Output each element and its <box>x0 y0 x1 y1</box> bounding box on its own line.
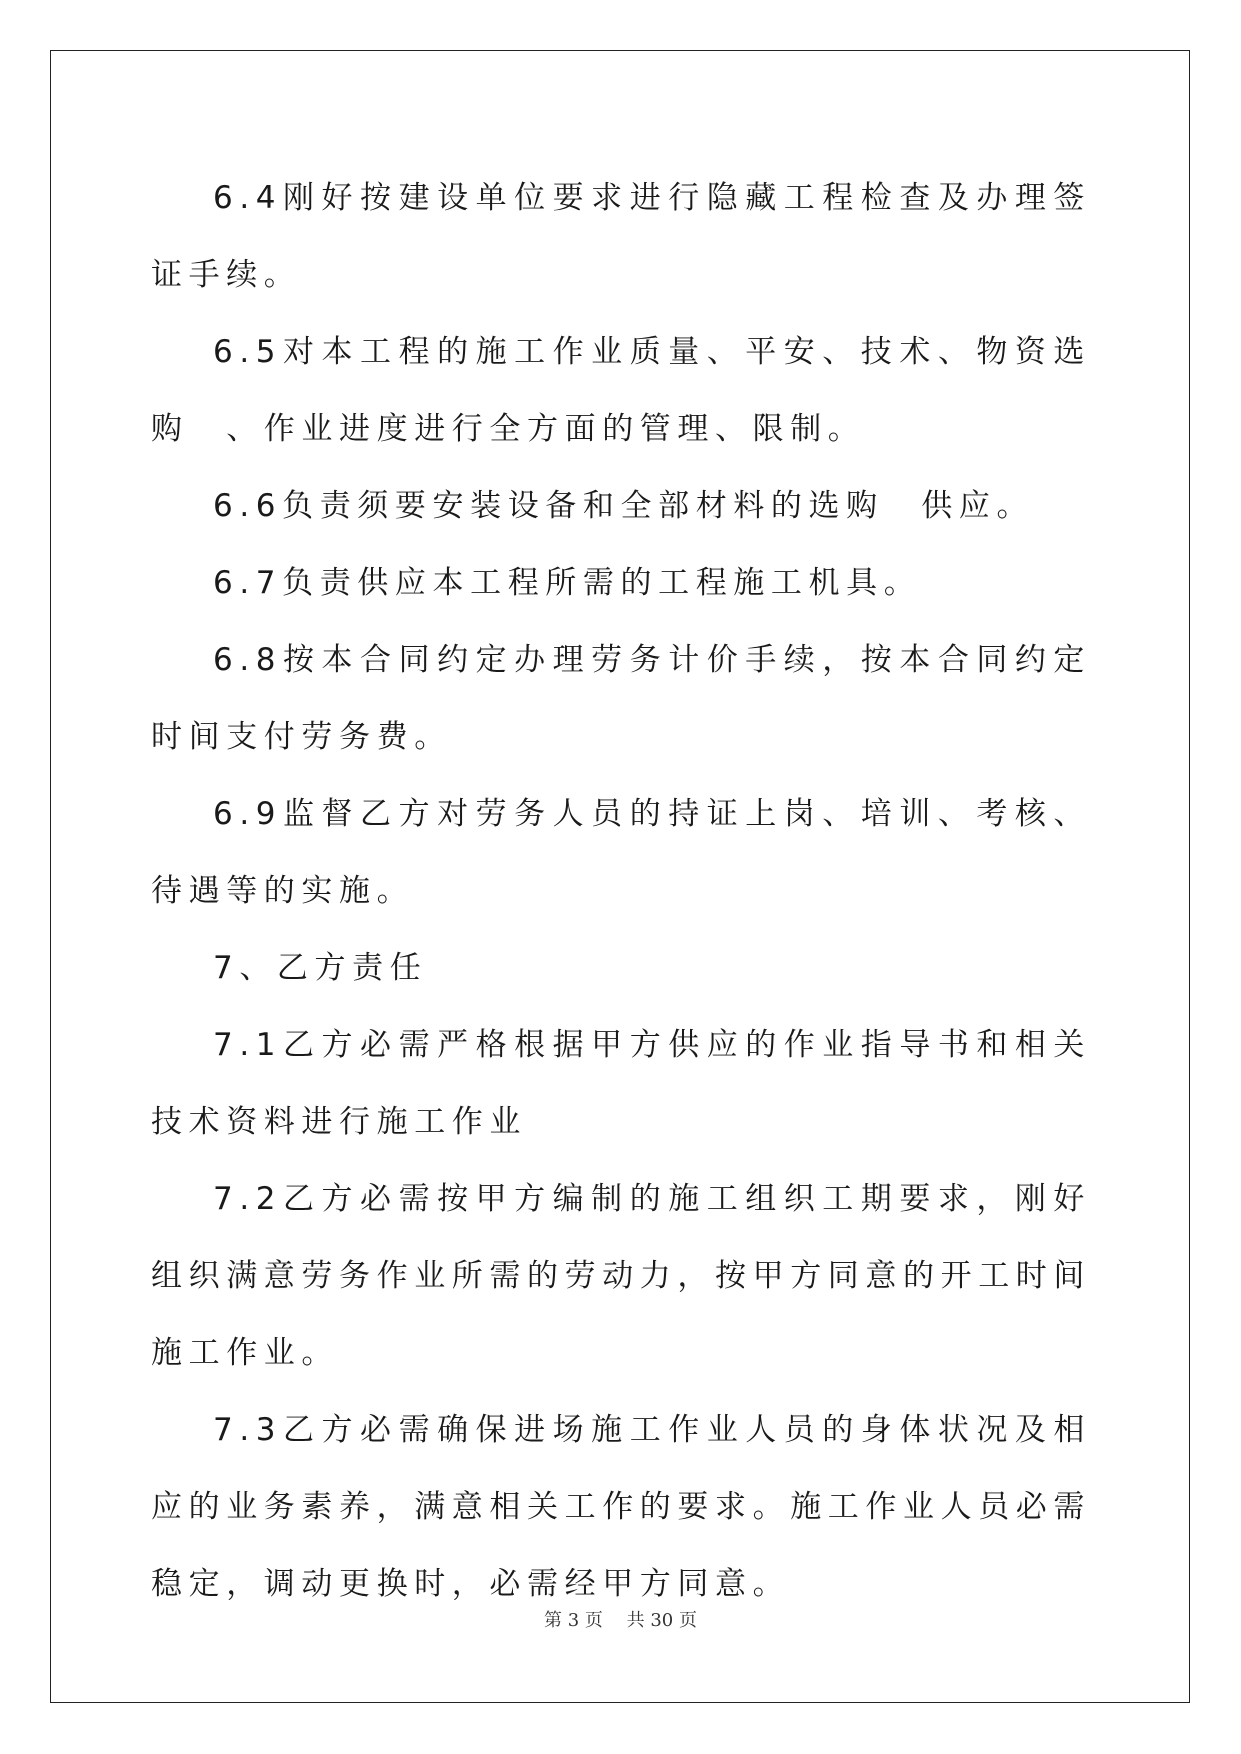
paragraph-6-6: 6.6负责须要安装设备和全部材料的选购 供应。 <box>213 488 1035 524</box>
paragraph-6-8: 6.8按本合同约定办理劳务计价手续，按本合同约定时间支付劳务费。 <box>151 642 1091 755</box>
paragraph-6-5: 6.5对本工程的施工作业质量、平安、技术、物资选购 、作业进度进行全方面的管理、限制。 <box>151 334 1091 447</box>
page-footer: 第 3 页 共 30 页 <box>544 1610 697 1631</box>
document-body <box>151 160 1091 1623</box>
section-heading-7: 7、乙方责任 <box>213 950 428 986</box>
paragraph-7-1: 7.1乙方必需严格根据甲方供应的作业指导书和相关技术资料进行施工作业 <box>151 1027 1091 1140</box>
paragraph-6-9: 6.9监督乙方对劳务人员的持证上岗、培训、考核、待遇等的实施。 <box>151 796 1091 909</box>
paragraph-7-2: 7.2乙方必需按甲方编制的施工组织工期要求，刚好组织满意劳务作业所需的劳动力，按甲方同意的开工时间施工作业。 <box>151 1181 1091 1371</box>
paragraph-7-3: 7.3乙方必需确保进场施工作业人员的身体状况及相应的业务素养，满意相关工作的要求。施工作业人员必需稳定，调动更换时，必需经甲方同意。 <box>151 1412 1091 1602</box>
paragraph-6-7: 6.7负责供应本工程所需的工程施工机具。 <box>213 565 922 601</box>
paragraph-6-4: 6.4刚好按建设单位要求进行隐藏工程检查及办理签证手续。 <box>151 180 1091 293</box>
